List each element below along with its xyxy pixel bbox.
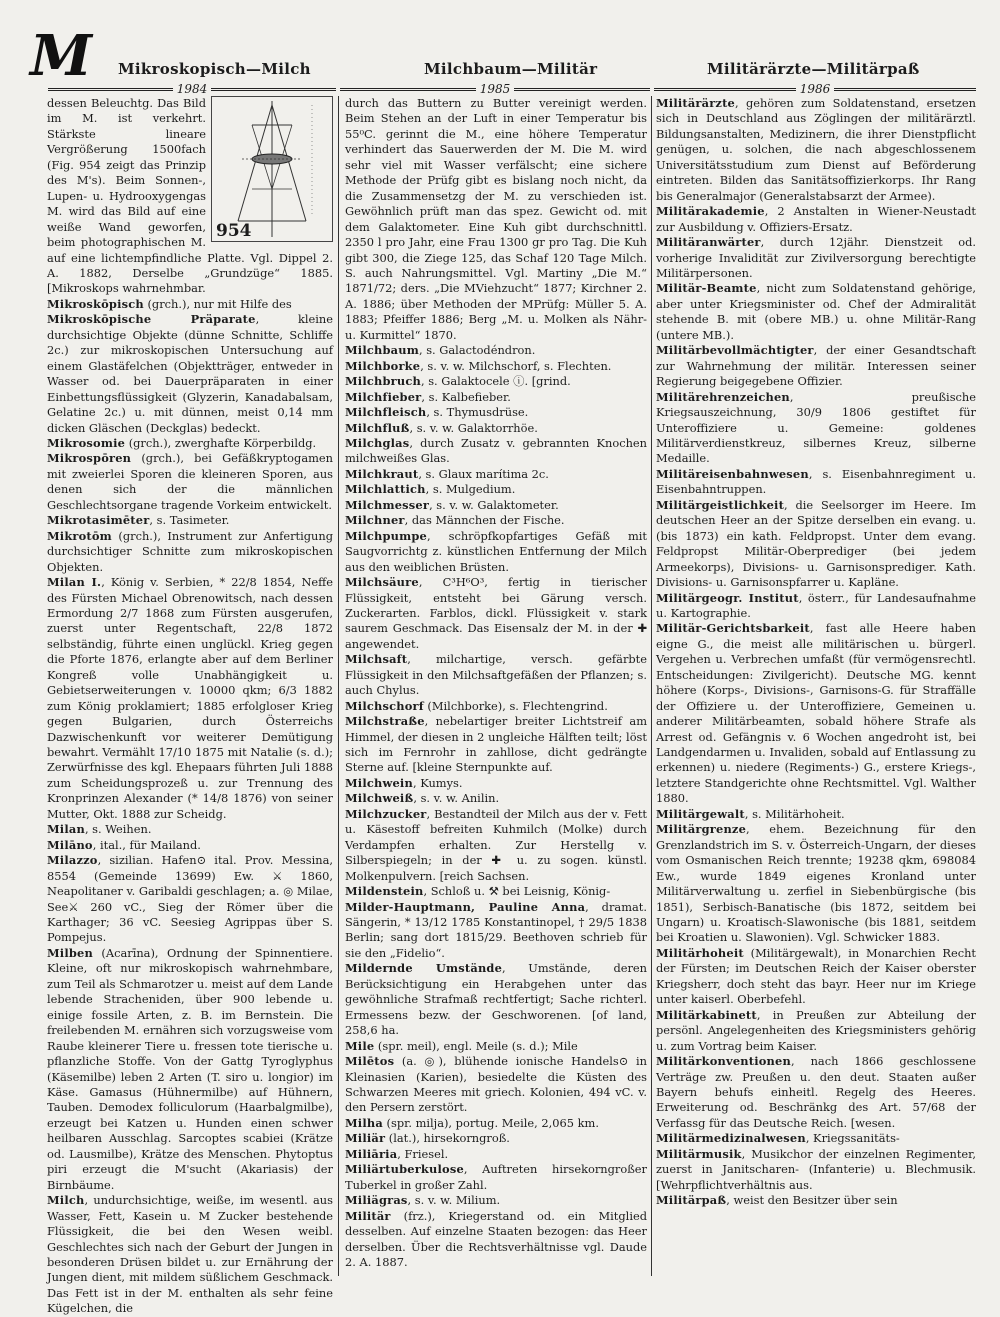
entry-text: , s. Militärhoheit. [744,806,845,821]
entry-text: , Umstände, deren Berücksichtigung ein Herabgehen unter das gewöhnliche Strafmaß rechtfertigt; Sache richterl. Ermessens bezw. der Geschworenen. [of land, 258,6 ha. [345,961,647,1038]
entry-headword: Milchborke [345,358,421,373]
dictionary-entry [345,1193,647,1208]
entry-text: , gehören zum Soldatenstand, ersetzen sich in Deutschland aus Zöglingen der militärärztl. Bildungsanstalten, Medizinern, die ihrer Dienstpflicht genügen, u. solchen, die nach abgeschlossenem Universitätsstudium zum Dienst auf Beförderung eintreten. Bilden das Sanitätsoffizierkorps. Ihr Rang bis Generalmajor (Generalstabsarzt der Armee). [656,96,976,203]
entry-text: (a. ◎), blühende ionische Handels⊙ in Kleinasien (Karien), besiedelte die Küsten des Schwarzen Meeres mit griech. Kolonien, 494 vC. v. den Persern zerstört. [345,1054,647,1115]
microscope-figure [211,96,333,242]
dictionary-entry [656,621,976,806]
dictionary-entry [345,652,647,698]
entry-headword: Militär [345,1208,391,1223]
entry-headword: Militärpaß [656,1193,727,1208]
entry-text: , s. v. w. Galaktorrhöe. [409,420,538,435]
entry-headword: Miliāria [345,1146,398,1161]
entry-headword: Militärhoheit [656,945,744,960]
dictionary-entry [656,807,976,822]
dictionary-entry [345,961,647,1038]
dictionary-entry [47,297,333,312]
entry-headword: Milchsäure [345,575,419,590]
entry-headword: Mildernde Umstände [345,961,503,976]
entry-headword: Milch [47,1193,85,1208]
entry-headword: Milētos [345,1054,395,1069]
entry-text: , durch 12jähr. Dienstzeit od. vorherige Invalidität zur Zivilversorgung berechtigte Militärpersonen. [656,235,976,280]
entry-text: , s. v. w. Anilin. [413,791,500,806]
dictionary-entry [345,513,647,528]
entry-text: , s. v. w. Milchschorf, s. Flechten. [420,358,612,373]
entry-headword: Milchzucker [345,806,427,821]
entry-headword: Milchweiß [345,791,414,806]
dictionary-entry [345,359,647,374]
entry-headword: Miliär [345,1131,386,1146]
dictionary-entry [656,467,976,498]
entry-headword: Mikrotasimēter [47,513,150,528]
entry-headword: Mildenstein [345,884,424,899]
entry-text: , s. Weihen. [84,822,152,837]
entry-text: , s. Eisenbahnregiment u. Eisenbahntruppen. [656,466,976,497]
entry-headword: Milan I. [47,575,102,590]
dictionary-entry [345,1209,647,1271]
dictionary-entry [656,498,976,591]
column-center [345,96,647,1278]
entry-headword: Mile [345,1038,375,1053]
entry-headword: Milha [345,1115,383,1130]
dictionary-entry [345,699,647,714]
dictionary-entry [345,96,647,343]
entry-text: , nicht zum Soldatenstand gehörige, aber unter Kriegsminister od. Chef der Admiralität stehende B. mit (obere MB.) u. ohne Militär-Rang (untere MB.). [656,281,976,342]
entry-headword: Miliägras [345,1193,408,1208]
entry-headword: Milchglas [345,435,410,450]
dictionary-entry [345,343,647,358]
dictionary-entry [47,822,333,837]
entry-headword: Militärehrenzeichen [656,389,790,404]
entry-text: , s. Mulgedium. [425,482,516,497]
dictionary-entry [656,1147,976,1193]
dictionary-entry [345,1054,647,1116]
entry-text: (lat.), hirsekorngroß. [385,1131,510,1146]
entry-headword: Militär-Gerichtsbarkeit [656,621,810,636]
entry-text: , Musikchor der einzelnen Regimenter, zuerst in Janitscharen- (Infanterie) u. Blechmusik. [Wehrpflichtverhältnis aus. [656,1146,976,1192]
entry-text: (Acarīna), Ordnung der Spinnentiere. Kleine, oft nur mikroskopisch wahrnehmbare, zum Teil als Schmarotzer u. meist auf dem Lande lebende Stracheniden, über 900 lebende u. einige fossile Arten, z. B. im Bernstein. Die freilebenden M. ernähren sich vorzugsweise vom Raube kleinerer Tiere u. fressen tote tierische u. pflanzliche Stoffe. Von der Gattg Tyroglyphus (Käsemilbe) leben 2 Arten (T. siro u. longior) im Käse. Gamasus (Hühnermilbe) auf Hühnern, Tauben. Demodex folliculorum (Haarbalgmilbe), erzeugt bei Katzen u. Hunden einen schwer heilbaren Ausschlag. Sarcoptes scabiei (Krätze od. Lausmilbe), Krätze des Menschen. Phytoptus piri erzeugt die M'sucht (Akariasis) der Birnbäume. [47,945,333,1192]
page-number-rule-1 [48,82,336,96]
entry-headword: Mikroskōpische Präparate [47,312,256,327]
entry-text: , König v. Serbien, * 22/8 1854, Neffe des Fürsten Michael Obrenowitsch, nach dessen Ermordung 2/7 1868 zum Fürsten ausgerufen, zuerst unter Regentschaft, 22/8 1872 selbständig, führte einen unglückl. Krieg gegen die Pforte 1876, erlangte aber auf dem Berliner Kongreß volle Unabhängigkeit u. Gebietserweiterungen v. 10000 qkm; 6/3 1882 zum König proklamiert; 1885 erfolgloser Krieg gegen Bulgarien, durch Österreichs Dazwischenkunft vor weiterer Demütigung bewahrt. Vermählt 17/10 1875 mit Natalie (s. d.); Zerwürfnisse des kgl. Ehepaars führten Juli 1888 zum Scheidungsprozeß u. zur Trennung des Kronprinzen Alexander (* 14/8 1876) von seiner Mutter, Okt. 1888 zur Scheidg. [47,575,333,821]
entry-headword: Mikrospōren [47,451,132,466]
entry-headword: Milchner [345,513,405,528]
entry-headword: Milchfleisch [345,405,427,420]
dictionary-entry [656,343,976,389]
entry-text: , kleine durchsichtige Objekte (dünne Schnitte, Schliffe 2c.) zur mikroskopischen Untersuchung auf einem Glastäfelchen (Objektträger, entweder in Wasser od. bei Dauerpräparaten in einer Einbettungsflüssigkeit (Glyzerin, Kanadabalsam, Gelatine 2c.) u. mit dünnen, meist 0,14 mm dicken Gläschen (Deckglas) bedeckt. [47,312,334,435]
entry-headword: Milchbaum [345,343,419,358]
dictionary-entry [345,900,647,962]
entry-headword: Militärgeistlichkeit [656,497,785,512]
dictionary-entry [656,946,976,1008]
entry-headword: Militärgewalt [656,806,745,821]
dictionary-entry [47,853,333,946]
entry-text: (Militärgewalt), in Monarchien Recht der Fürsten; im Deutschen Reich der Kaiser oberster Kriegsherr, doch steht das bayr. Heer nur im Kriege unter kaiserl. Oberbefehl. [656,945,976,1007]
page-number: 1985 [479,82,511,96]
dictionary-entry [656,1193,976,1208]
entry-headword: Milchbruch [345,374,421,389]
entry-headword: Militär-Beamte [656,281,757,296]
dictionary-entry [345,482,647,497]
dictionary-entry [345,575,647,652]
running-header-left: Mikroskopisch—Milch [118,60,311,78]
entry-text: durch das Buttern zu Butter vereinigt werden. Beim Stehen an der Luft in einer Temperatur bis 55⁰C. gerinnt die M., eine höhere Temperatur verhindert das Sauerwerden der M. Die M. wird sehr viel mit Wasser verfälscht; eine sichere Methode der Prüfg gibt es bislang noch nicht, da die Zusammensetzg der M. zu verschieden ist. Gewöhnlich prüft man das spez. Gewicht od. mit dem Galaktometer. Eine Kuh gibt durchschnittl. 2350 l pro Jahr, eine Frau 1300 gr pro Tag. Die Kuh gibt 300, die Ziege 125, das Schaf 120 Tage Milch. S. auch Nahrungsmittel. Vgl. Martiny „Die M.“ 1871/72; ders. „Die MViehzucht“ 1877; Kirchner 2. A. 1886; über Methoden der MPrüfg: Müller 5. A. 1883; Pfeiffer 1886; Berg „M. u. Molken als Nähr- u. Kurmittel“ 1870. [345,96,647,342]
entry-text: , Auftreten hirsekorngroßer Tuberkel in großer Zahl. [345,1162,647,1192]
dictionary-entry [656,390,976,467]
entry-text: , schröpfkopfartiges Gefäß mit Saugvorrichtg z. künstlichen Entfernung der Milch aus den weiblichen Brüsten. [345,528,647,574]
running-header-right: Militärärzte—Militärpaß [707,60,920,78]
figure-number: 954 [216,220,252,241]
dictionary-entry [345,374,647,389]
dictionary-entry [345,421,647,436]
entry-text: , s. Galaktocele ⓘ. [grind. [420,374,571,389]
entry-headword: Militärakademie [656,204,765,219]
entry-headword: Militärkabinett [656,1007,757,1022]
dictionary-entry [656,822,976,946]
entry-headword: Miliärtuberkulose [345,1162,464,1177]
entry-text: (spr. milja), portug. Meile, 2,065 km. [382,1115,599,1130]
dictionary-entry [47,946,333,1193]
dictionary-entry [345,1116,647,1131]
entry-text: , s. v. w. Milium. [407,1193,501,1208]
dictionary-entry [345,884,647,899]
dictionary-entry [345,776,647,791]
entry-text: (frz.), Kriegerstand od. ein Mitglied desselben. Auf einzelne Staaten bezogen: das Heer derselben. Über die Rechtsverhältnisse vgl. Daude 2. A. 1887. [345,1208,647,1269]
entry-headword: Milchwein [345,775,413,790]
dictionary-entry [47,1193,333,1317]
entry-headword: Milben [47,945,93,960]
entry-headword: Militärmusik [656,1146,742,1161]
entry-text: , s. Glaux marítima 2c. [418,466,549,481]
dictionary-entry [656,591,976,622]
entry-text: , preußische Kriegsauszeichnung, 30/9 1806 gestiftet für Unteroffiziere u. Gemeine: goldenes Militärverdienstkreuz, silbernes Kreuz, silberne Medaille. [656,389,976,466]
entry-headword: Militärbevollmächtigter [656,343,814,358]
entry-headword: Milan [47,822,85,837]
entry-text: , Kumys. [412,775,463,790]
dictionary-entry [656,235,976,281]
dictionary-entry [345,436,647,467]
entry-text: , Bestandteil der Milch aus der v. Fett u. Käsestoff befreiten Kuhmilch (Molke) durch Verdampfen erhalten. Zur Herstellg v. Silberspiegeln; in der ✚ u. zu sogen. künstl. Molkenpulvern. [reich Sachsen. [345,806,647,883]
entry-text: , die Seelsorger im Heere. Im deutschen Heer an der Spitze derselben ein evang. u. (bis 1873) ein kath. Feldpropst. Unter dem evang. Feldpropst Militär-Oberprediger (bei jedem Armeekorps), Divisions- u. Garnisonsprediger. Kath. Divisions- u. Garnisonspfarrer u. Kapläne. [656,497,976,590]
entry-text: , s. Thymusdrüse. [426,405,529,420]
entry-headword: Mikroskōpisch [47,296,144,311]
entry-text: , der einer Gesandtschaft zur Wahrnehmung der militär. Interessen seiner Regierung beigegebene Offizier. [656,343,976,389]
entry-text: , Kriegssanitäts- [805,1131,900,1146]
entry-headword: Mikrotōm [47,528,112,543]
page-number-rule-2 [340,82,650,96]
page-number: 1986 [799,82,831,96]
entry-text: , in Preußen zur Abteilung der persönl. Angelegenheiten des Kriegsministers gehörig u. zum Vortrag beim Kaiser. [656,1007,976,1053]
dictionary-entry [345,405,647,420]
entry-headword: Milchsaft [345,652,408,667]
dictionary-entry [656,96,976,204]
entry-text: , sizilian. Hafen⊙ ital. Prov. Messina, 8554 (Gemeinde 13699) Ew. ⚔ 1860, Neapolitaner v. Garibaldi geschlagen; a. ◎ Milae, See⚔ 260 vC., Sieg der Römer über die Karthager; 36 vC. Seesieg Agrippas über S. Pompejus. [47,853,333,945]
dictionary-entry [345,807,647,884]
entry-text: , dramat. Sängerin, * 13/12 1785 Konstantinopel, † 29/5 1838 Berlin; sang dort 1815/29. Beethoven schrieb für sie den „Fidelio“. [345,899,647,960]
entry-text: , fast alle Heere haben eigne G., die meist alle militärischen u. bürgerl. Vergehen u. Verbrechen umfaßt (für vermögensrechtl. Entscheidungen: Zivilgericht). Deutsche MG. kennt höhere (Korps-, Divisions-, Garnisons-G. für Straffälle der Offiziere u. der Unteroffiziere, Gemeinen u. anderer Militärbeamten, sobald höhere Strafe als Arrest od. Gefängnis v. 6 Wochen angedroht ist, bei Landgendarmen u. Invaliden, sobald auf Entlassung zu erkennen) u. niedere (Regiments-) G., erstere Kriegs-, letztere Standgerichte ohne Rechtsmittel. Vgl. Walther 1880. [656,621,976,806]
entry-text: , milchartige, versch. gefärbte Flüssigkeit in den Milchsaftgefäßen der Pflanzen; s. auch Chylus. [345,652,647,698]
entry-headword: Milchstraße [345,714,425,729]
entry-text: (grch.), bei Gefäßkryptogamen mit zweierlei Sporen die kleineren Sporen, aus denen sich der die männlichen Geschlechtsorgane tragende Vorkeim entwickelt. [47,451,333,512]
page-number-rule-3 [654,82,976,96]
dictionary-entry [345,467,647,482]
dictionary-entry [345,1162,647,1193]
dictionary-entry [345,498,647,513]
entry-headword: Milchpumpe [345,528,427,543]
entry-text: , österr., für Landesaufnahme u. Kartographie. [656,590,976,620]
entry-text: , ital., für Mailand. [92,837,201,852]
entry-headword: Militärgeogr. Institut [656,590,799,605]
entry-headword: Milchschorf [345,698,424,713]
entry-text: , Friesel. [397,1146,449,1161]
entry-text: , durch Zusatz v. gebrannten Knochen milchweißes Glas. [345,435,647,466]
dictionary-entry [345,1039,647,1054]
dictionary-entry [345,529,647,575]
entry-text: , s. v. w. Galaktometer. [429,497,559,512]
dictionary-entry [345,714,647,776]
entry-text: , s. Tasimeter. [149,513,230,528]
entry-text: (grch.), nur mit Hilfe des [143,296,292,311]
entry-text: , das Männchen der Fische. [404,513,565,528]
dictionary-entry [47,451,333,513]
entry-text: (spr. meil), engl. Meile (s. d.); Mile [374,1038,578,1053]
dictionary-entry [47,529,333,575]
entry-headword: Milder-Hauptmann, Pauline Anna [345,899,586,914]
dictionary-entry [345,1131,647,1146]
dictionary-entry [656,1008,976,1054]
entry-headword: Milchlattich [345,482,426,497]
entry-headword: Militäranwärter [656,235,761,250]
entry-text: (Milchborke), s. Flechtengrind. [423,698,608,713]
entry-headword: Milazzo [47,853,98,868]
column-divider [338,96,339,1276]
column-left [47,96,334,1316]
entry-text: , s. Kalbefieber. [421,389,511,404]
dictionary-entry [656,204,976,235]
entry-headword: Milchfluß [345,420,410,435]
entry-headword: Militärmedizinalwesen [656,1131,806,1146]
running-header-center: Milchbaum—Militär [424,60,598,78]
entry-text: , 2 Anstalten in Wiener-Neustadt zur Ausbildung v. Offiziers-Ersatz. [656,204,976,234]
entry-text: , undurchsichtige, weiße, im wesentl. aus Wasser, Fett, Kasein u. M Zucker bestehende Flüssigkeit, die bei den Wesen weibl. Geschlechtes sich nach der Geburt der Jungen in besonderen Drüsen bildet u. zur Ernährung der Jungen dient, mit mildem süßlichem Geschmack. Das Fett ist in der M. enthalten als sehr feine Kügelchen, die [47,1193,333,1316]
entry-headword: Militärärzte [656,96,735,110]
entry-text: , s. Galactodéndron. [418,343,536,358]
entry-headword: Milchkraut [345,466,419,481]
column-divider [651,96,652,1276]
dictionary-entry [345,1147,647,1162]
entry-text: (grch.), zwerghafte Körperbildg. [125,435,317,450]
section-letter: M [30,23,92,89]
dictionary-entry [656,1054,976,1131]
entry-headword: Militärkonventionen [656,1054,791,1069]
entry-headword: Milchfieber [345,389,422,404]
entry-text: , nach 1866 geschlossene Verträge zw. Preußen u. den deut. Staaten außer Bayern behufs einheitl. Regelg des Heeres. Erweiterung od. Beschränkg des Art. 57/68 der Verfassg für das Deutsche Reich. [wesen. [656,1054,976,1130]
entry-text: , ehem. Bezeichnung für den Grenzlandstrich im S. v. Österreich-Ungarn, der dieses vom Osmanischen Reich trennte; 19238 qkm, 698084 Ew., wurde 1849 eigenes Kronland unter Militärverwaltung u. zerfiel in Siebenbürgische (bis 1851), Serbisch-Banatische (bis 1872, seitdem bei Ungarn) u. Kroatisch-Slawonische (bis 1881, seitdem bei Kroatien u. Slawonien). Vgl. Schwicker 1883. [656,822,976,945]
entry-headword: Militäreisenbahnwesen [656,466,809,481]
entry-headword: Milchmesser [345,497,430,512]
entry-text: dessen Beleuchtg. Das Bild im M. ist verkehrt. Stärkste lineare Vergrößerung 1500fach (Fig. 954 zeigt das Prinzip des M's). Beim Sonnen-, Lupen- u. Hydrooxygengas M. wird das Bild auf eine weiße Wand geworfen, beim photographischen M. auf eine lichtempfindliche Platte. Vgl. Dippel 2. A. 1882, Derselbe „Grundzüge“ 1885. [Mikroskops wahrnehmbar. [47,96,333,296]
dictionary-entry [345,390,647,405]
entry-text: , C³H⁶O³, fertig in tierischer Flüssigkeit, entsteht bei Gärung versch. Zuckerarten. Farblos, dickl. Flüssigkeit v. stark saurem Geschmack. Das Eisensalz der M. in der ✚ angewendet. [345,575,647,651]
dictionary-entry [656,1131,976,1146]
entry-headword: Militärgrenze [656,822,747,837]
dictionary-entry [345,791,647,806]
dictionary-entry [47,838,333,853]
entry-text: , nebelartiger breiter Lichtstreif am Himmel, der diesen in 2 ungleiche Hälften teilt; löst sich im Fernrohr in zahllose, dicht gedrängte Sterne auf. [kleine Sternpunkte auf. [345,714,647,775]
dictionary-entry [47,312,333,436]
entry-text: , weist den Besitzer über sein [726,1193,898,1208]
entry-headword: Mikrosomie [47,435,126,450]
dictionary-entry [47,436,333,451]
column-right [656,96,976,1278]
dictionary-entry [47,513,333,528]
dictionary-entry [656,281,976,343]
dictionary-entry [47,575,333,822]
microscope-diagram-icon [212,97,332,241]
page-number: 1984 [176,82,208,96]
entry-text: , Schloß u. ⚒ bei Leisnig, König- [423,884,611,899]
entry-text: (grch.), Instrument zur Anfertigung durchsichtiger Schnitte zum mikroskopischen Objekten. [47,528,333,574]
entry-headword: Milāno [47,837,93,852]
